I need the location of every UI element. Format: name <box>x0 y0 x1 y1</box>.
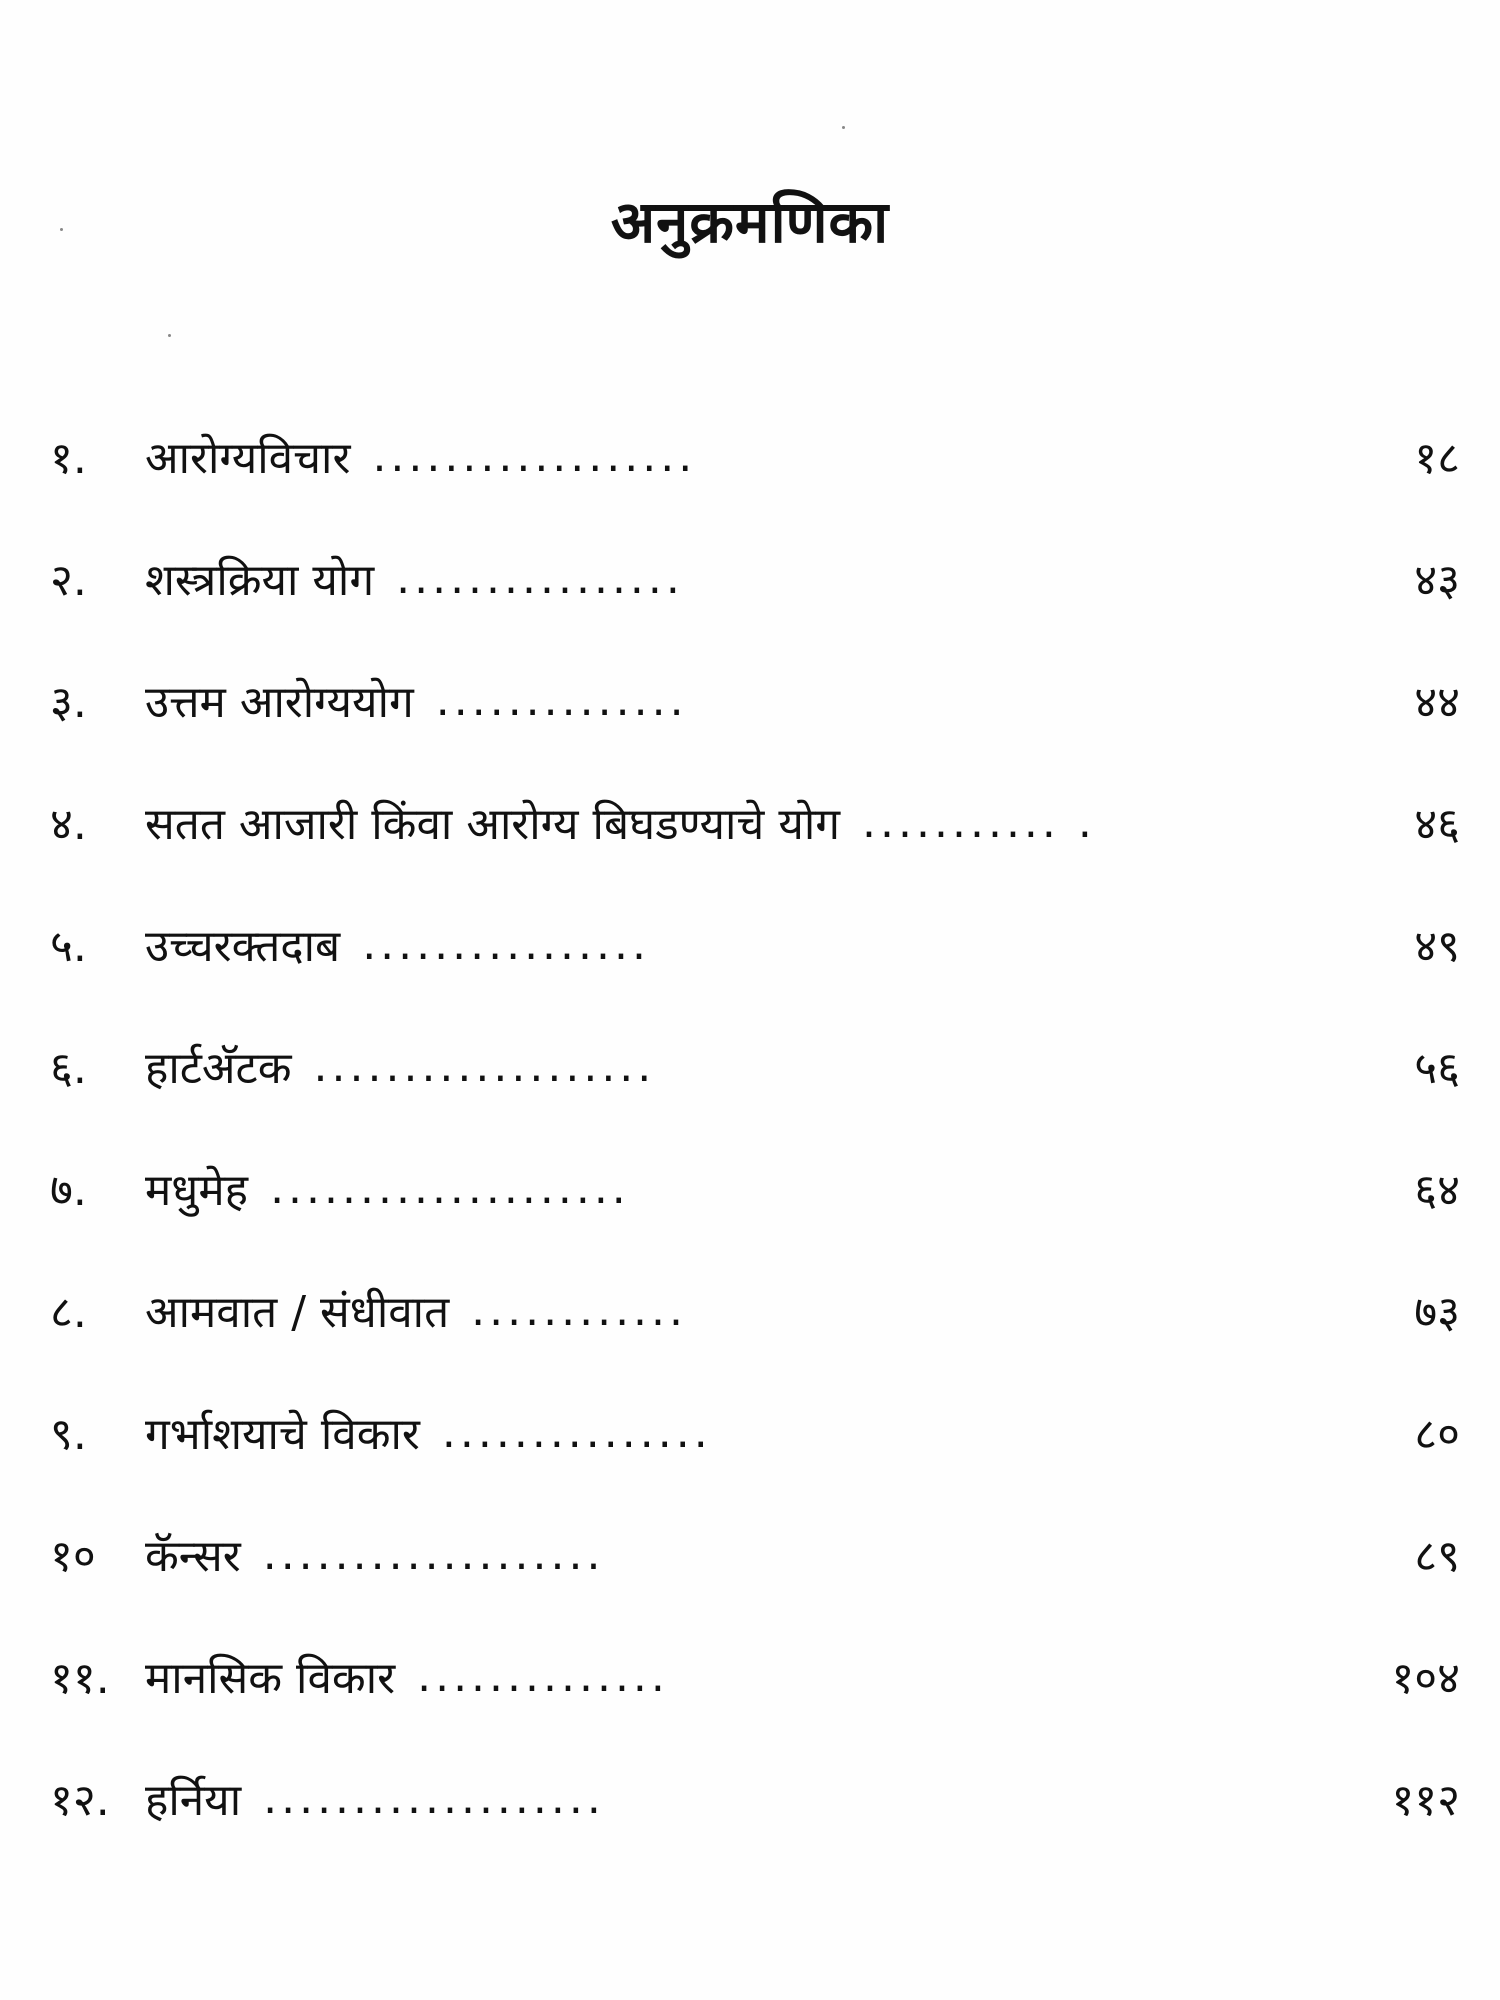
toc-entry <box>50 1371 1460 1493</box>
toc-entry <box>50 395 1460 517</box>
dot-leader: ........... . <box>862 796 1096 848</box>
entry-number: ११. <box>50 1653 110 1704</box>
entry-page-number: १०४ <box>1391 1653 1460 1704</box>
entry-number: ३. <box>50 677 87 728</box>
toc-entry <box>50 1493 1460 1615</box>
entry-page-number: ४४ <box>1414 677 1460 728</box>
dot-leader: ................... <box>313 1040 656 1092</box>
table-of-contents <box>50 395 1460 1859</box>
dot-leader: ................ <box>362 918 650 970</box>
entry-number: ५. <box>50 921 87 972</box>
entry-number: ९. <box>50 1409 87 1460</box>
toc-entry <box>50 1005 1460 1127</box>
toc-entry <box>50 761 1460 883</box>
entry-number: ७. <box>50 1165 87 1216</box>
entry-title: कॅन्सर <box>145 1531 241 1582</box>
entry-number: २. <box>50 555 87 606</box>
entry-number: ४. <box>50 799 87 850</box>
dot-leader: ................... <box>262 1528 605 1580</box>
entry-title: आरोग्यविचार <box>145 433 351 484</box>
entry-number: ८. <box>50 1287 87 1338</box>
entry-title: गर्भाशयाचे विकार <box>145 1409 420 1460</box>
toc-entry <box>50 1737 1460 1859</box>
entry-title: हर्निया <box>145 1775 242 1826</box>
entry-page-number: ८० <box>1414 1409 1460 1460</box>
entry-number: ६. <box>50 1043 87 1094</box>
toc-entry <box>50 1249 1460 1371</box>
entry-title: मधुमेह <box>145 1165 249 1216</box>
dot-leader: .................. <box>372 430 697 482</box>
page-title: अनुक्रमणिका <box>610 188 890 256</box>
dot-leader: ................... <box>263 1772 605 1824</box>
dot-leader: .................... <box>270 1162 630 1214</box>
entry-page-number: १८ <box>1414 433 1460 484</box>
dot-leader: .............. <box>435 674 688 726</box>
scan-speck <box>842 126 845 129</box>
entry-title: सतत आजारी किंवा आरोग्य बिघडण्याचे योग <box>145 799 841 850</box>
entry-page-number: ७३ <box>1414 1287 1460 1338</box>
entry-title: उत्तम आरोग्ययोग <box>145 677 414 728</box>
entry-title: हार्टअ‍ॅटक <box>145 1043 292 1094</box>
dot-leader: ................ <box>396 552 684 604</box>
scan-speck <box>168 334 171 337</box>
entry-page-number: ४६ <box>1414 799 1460 850</box>
entry-page-number: ८९ <box>1414 1531 1460 1582</box>
toc-entry <box>50 1127 1460 1249</box>
entry-title: मानसिक विकार <box>145 1653 396 1704</box>
toc-entry <box>50 517 1460 639</box>
entry-title: आमवात / संधीवात <box>145 1287 450 1338</box>
entry-number: १० <box>50 1531 96 1582</box>
entry-number: १. <box>50 433 87 484</box>
toc-entry <box>50 639 1460 761</box>
toc-entry <box>50 883 1460 1005</box>
entry-title: शस्त्रक्रिया योग <box>145 555 375 606</box>
dot-leader: ............ <box>471 1284 688 1336</box>
entry-page-number: ४३ <box>1414 555 1460 606</box>
dot-leader: ............... <box>441 1406 712 1458</box>
entry-page-number: ४९ <box>1414 921 1460 972</box>
toc-entry <box>50 1615 1460 1737</box>
entry-title: उच्चरक्तदाब <box>145 921 341 972</box>
dot-leader: .............. <box>417 1650 669 1702</box>
entry-page-number: ६४ <box>1414 1165 1460 1216</box>
entry-number: १२. <box>50 1775 110 1826</box>
entry-page-number: ११२ <box>1391 1775 1460 1826</box>
entry-page-number: ५६ <box>1414 1043 1460 1094</box>
